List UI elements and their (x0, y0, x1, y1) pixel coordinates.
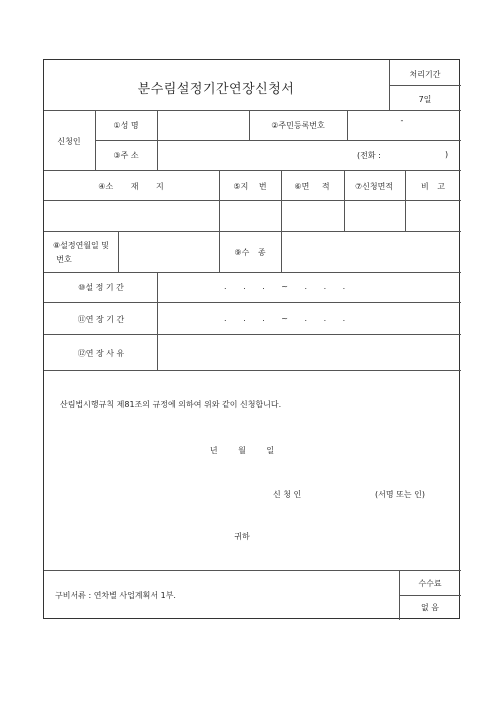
area-header: ⑥면 적 (294, 182, 330, 191)
rule-header-bottom (389, 110, 461, 111)
application-form (43, 59, 460, 619)
rule-name-value (249, 110, 250, 141)
recipient: 귀하 (234, 532, 250, 541)
extension-reason-label: ⑫연 장 사 유 (77, 349, 125, 358)
lot-number-header: ⑤지 번 (233, 182, 267, 191)
rule-setup-period-bottom (44, 302, 461, 303)
rule-col-3 (344, 170, 345, 232)
rule-fee-mid (399, 595, 461, 596)
setup-date-label-line1: ⑧설정연월일 및 (52, 241, 110, 250)
processing-period-value: 7일 (418, 95, 432, 104)
rule-processing-mid (389, 85, 461, 86)
location-header: ④소 재 지 (98, 182, 164, 191)
fee-value: 없 음 (421, 603, 439, 612)
rule-applicant-mid (95, 140, 461, 141)
fee-label: 수수료 (418, 579, 442, 588)
signature-seal: (서명 또는 인) (375, 490, 425, 499)
rule-col-2 (281, 170, 282, 232)
form-title: 분수림설정기간연장신청서 (137, 82, 295, 97)
rule-applicant-field (157, 110, 158, 171)
setup-period-label: ⑩설 정 기 간 (78, 283, 124, 292)
rule-col-4 (405, 170, 406, 232)
attachments: 구비서류 : 연차별 사업계획서 1부. (55, 591, 176, 600)
extension-period-value: . . . ~ . . . (224, 314, 346, 323)
application-statement: 산림법시행규칙 제81조의 규정에 의하여 위와 같이 신청합니다. (60, 400, 282, 409)
rule-extension-period-bottom (44, 334, 461, 335)
rule-applicant-label (95, 110, 96, 171)
phone-label: (전화 : (357, 151, 381, 160)
rule-setup-date-bottom (44, 272, 461, 273)
rule-col-1 (219, 170, 220, 232)
rule-rrn-value (347, 110, 348, 141)
rule-header-divider (389, 60, 390, 111)
rule-fee-divider (399, 570, 400, 620)
name-label: ①성 명 (113, 121, 139, 130)
remarks-header: 비 고 (421, 182, 445, 191)
address-label: ③주 소 (113, 151, 139, 160)
rule-applicant-bottom (44, 170, 461, 171)
rule-location-values-bottom (44, 231, 461, 232)
processing-period-label: 처리기간 (409, 70, 441, 79)
rule-period-labels (157, 272, 158, 371)
phone-close: ) (445, 150, 449, 159)
rule-reason-bottom (44, 370, 461, 371)
rrn-label: ②주민등록번호 (271, 121, 325, 130)
signature-label: 신 청 인 (273, 490, 302, 499)
date-line: 년 월 일 (209, 446, 275, 455)
requested-area-header: ⑦신청면적 (354, 182, 394, 191)
rrn-dash: - (400, 116, 404, 125)
rule-species-label (219, 231, 220, 273)
species-label: ⑨수 종 (234, 248, 266, 257)
applicant-label: 신청인 (57, 137, 81, 146)
rule-setup-date-label (118, 231, 119, 273)
rule-location-header-bottom (44, 200, 461, 201)
setup-date-label-line2: 번호 (56, 255, 72, 264)
rule-species-value (281, 231, 282, 273)
setup-period-value: . . . ~ . . . (224, 282, 346, 291)
extension-period-label: ⑪연 장 기 간 (77, 315, 125, 324)
